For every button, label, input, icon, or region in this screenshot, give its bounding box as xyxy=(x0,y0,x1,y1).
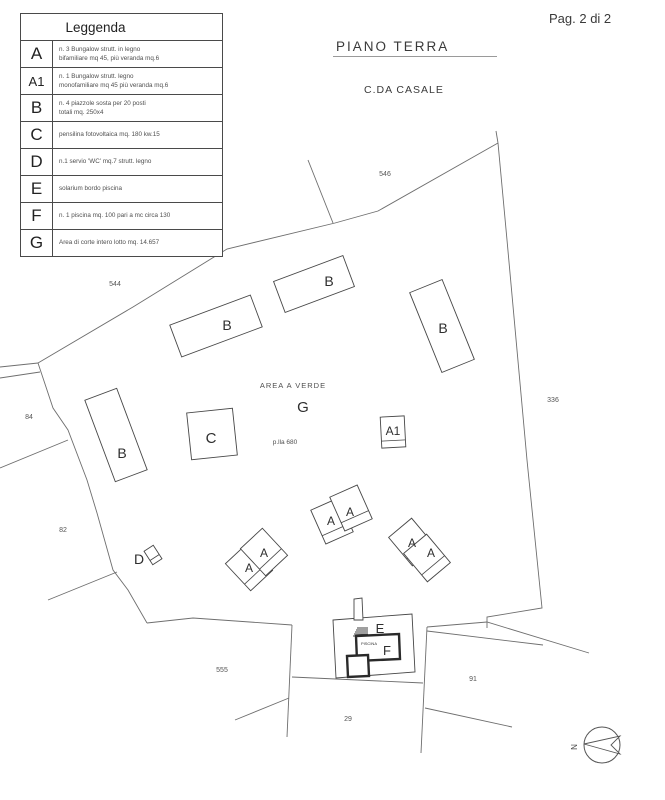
legend-row-A xyxy=(21,41,222,68)
page-number: Pag. 2 di 2 xyxy=(549,11,612,26)
legend-key: B xyxy=(21,95,53,121)
building-B4 xyxy=(85,388,147,481)
plan-subtitle: C.DA CASALE xyxy=(364,84,444,96)
building-outline xyxy=(85,388,147,481)
boundary-line xyxy=(427,622,589,653)
legend-table xyxy=(20,13,223,257)
pool-square-outline xyxy=(347,655,369,677)
legend-key: C xyxy=(21,122,53,148)
map-label: B xyxy=(222,317,232,333)
boundary-line xyxy=(487,143,542,628)
legend-key: A1 xyxy=(21,68,53,94)
legend-desc xyxy=(53,149,222,175)
legend-row-D xyxy=(21,149,222,176)
boundary-line xyxy=(147,618,292,625)
legend-title: Leggenda xyxy=(21,14,222,41)
parcel-number: 546 xyxy=(379,171,391,178)
map-label: G xyxy=(297,399,309,416)
legend-key: E xyxy=(21,176,53,202)
map-label: A xyxy=(426,546,436,560)
building-B1 xyxy=(170,295,262,357)
legend-desc-line: totali mq. 250x4 xyxy=(59,109,104,116)
legend-desc-line: n. 4 piazzole sosta per 20 posti xyxy=(59,99,146,107)
map-label: B xyxy=(117,445,127,461)
legend-desc xyxy=(53,203,222,229)
map-label: A xyxy=(326,514,336,528)
boundary-line xyxy=(421,627,427,753)
map-label: B xyxy=(438,320,448,336)
boundary-line xyxy=(496,131,498,143)
legend-desc xyxy=(53,68,222,94)
legend-desc xyxy=(53,230,222,256)
map-label: D xyxy=(133,551,145,567)
legend-desc-line: Area di corte intero lotto mq. 14.657 xyxy=(59,239,160,247)
parcel-number: 336 xyxy=(547,397,559,404)
legend-desc-line: pensilina fotovoltaica mq. 180 kw.15 xyxy=(59,131,160,139)
legend-desc-line: solarium bordo piscina xyxy=(59,185,122,193)
boundary-line xyxy=(0,363,38,367)
north-arrow-icon xyxy=(584,736,620,754)
legend-desc-line: n.1 servio 'WC' mq.7 strutt. legno xyxy=(59,158,152,166)
map-label: E xyxy=(375,621,385,636)
legend-key: G xyxy=(21,230,53,256)
legend-desc-line: n. 1 piscina mq. 100 pari a mc circa 130 xyxy=(59,212,171,220)
map-label: AREA A VERDE xyxy=(259,381,327,390)
legend-row-E xyxy=(21,176,222,203)
legend-desc xyxy=(53,41,222,67)
map-label: p.lla 680 xyxy=(272,439,298,446)
legend-desc xyxy=(53,122,222,148)
legend-key: F xyxy=(21,203,53,229)
boundary-line xyxy=(0,372,40,378)
building-B2 xyxy=(274,256,355,313)
map-label: PISCINA xyxy=(360,641,378,646)
map-label: A xyxy=(259,546,269,560)
building-outline xyxy=(170,295,262,357)
boundary-line xyxy=(235,698,289,720)
north-label: N xyxy=(570,744,579,750)
boundary-line xyxy=(287,625,292,737)
legend-row-B xyxy=(21,95,222,122)
legend-desc xyxy=(53,176,222,202)
legend-row-C xyxy=(21,122,222,149)
parcel-number: 544 xyxy=(109,281,121,288)
map-label: A xyxy=(244,561,254,575)
building-outline xyxy=(274,256,355,313)
building-outline xyxy=(144,545,162,564)
boundary-line xyxy=(0,440,68,468)
boundary-line xyxy=(427,631,543,645)
legend-desc-line: n. 1 Bungalow strutt. legno xyxy=(59,72,134,80)
legend-row-F xyxy=(21,203,222,230)
boundary-line xyxy=(308,160,333,223)
chimney-outline xyxy=(354,598,363,620)
plan-title: PIANO TERRA xyxy=(336,39,450,54)
legend-key: A xyxy=(21,41,53,67)
map-label: F xyxy=(383,643,391,658)
parcel-number: 555 xyxy=(216,667,228,674)
map-label: C xyxy=(205,430,217,447)
legend-row-A1 xyxy=(21,68,222,95)
legend-desc-line: monofamiliare mq 45 più veranda mq.6 xyxy=(59,82,169,89)
boundary-line xyxy=(425,708,512,727)
map-label: A xyxy=(345,505,355,519)
parcel-number: 82 xyxy=(59,527,67,534)
legend-row-G xyxy=(21,230,222,256)
legend-desc-line: n. 3 Bungalow strutt. in legno xyxy=(59,45,141,53)
boundary-line xyxy=(292,677,423,683)
parcel-number: 84 xyxy=(25,414,33,421)
parcel-number: 29 xyxy=(344,716,352,723)
map-label: A xyxy=(407,536,417,550)
map-label: B xyxy=(324,273,334,289)
legend-desc xyxy=(53,95,222,121)
building-D xyxy=(144,545,162,564)
legend-key: D xyxy=(21,149,53,175)
parcel-number: 91 xyxy=(469,676,477,683)
map-label: A1 xyxy=(385,424,401,438)
boundary-line xyxy=(48,572,117,600)
north-compass xyxy=(570,727,620,763)
legend-desc-line: bifamiliare mq 45, più veranda mq.6 xyxy=(59,55,160,62)
